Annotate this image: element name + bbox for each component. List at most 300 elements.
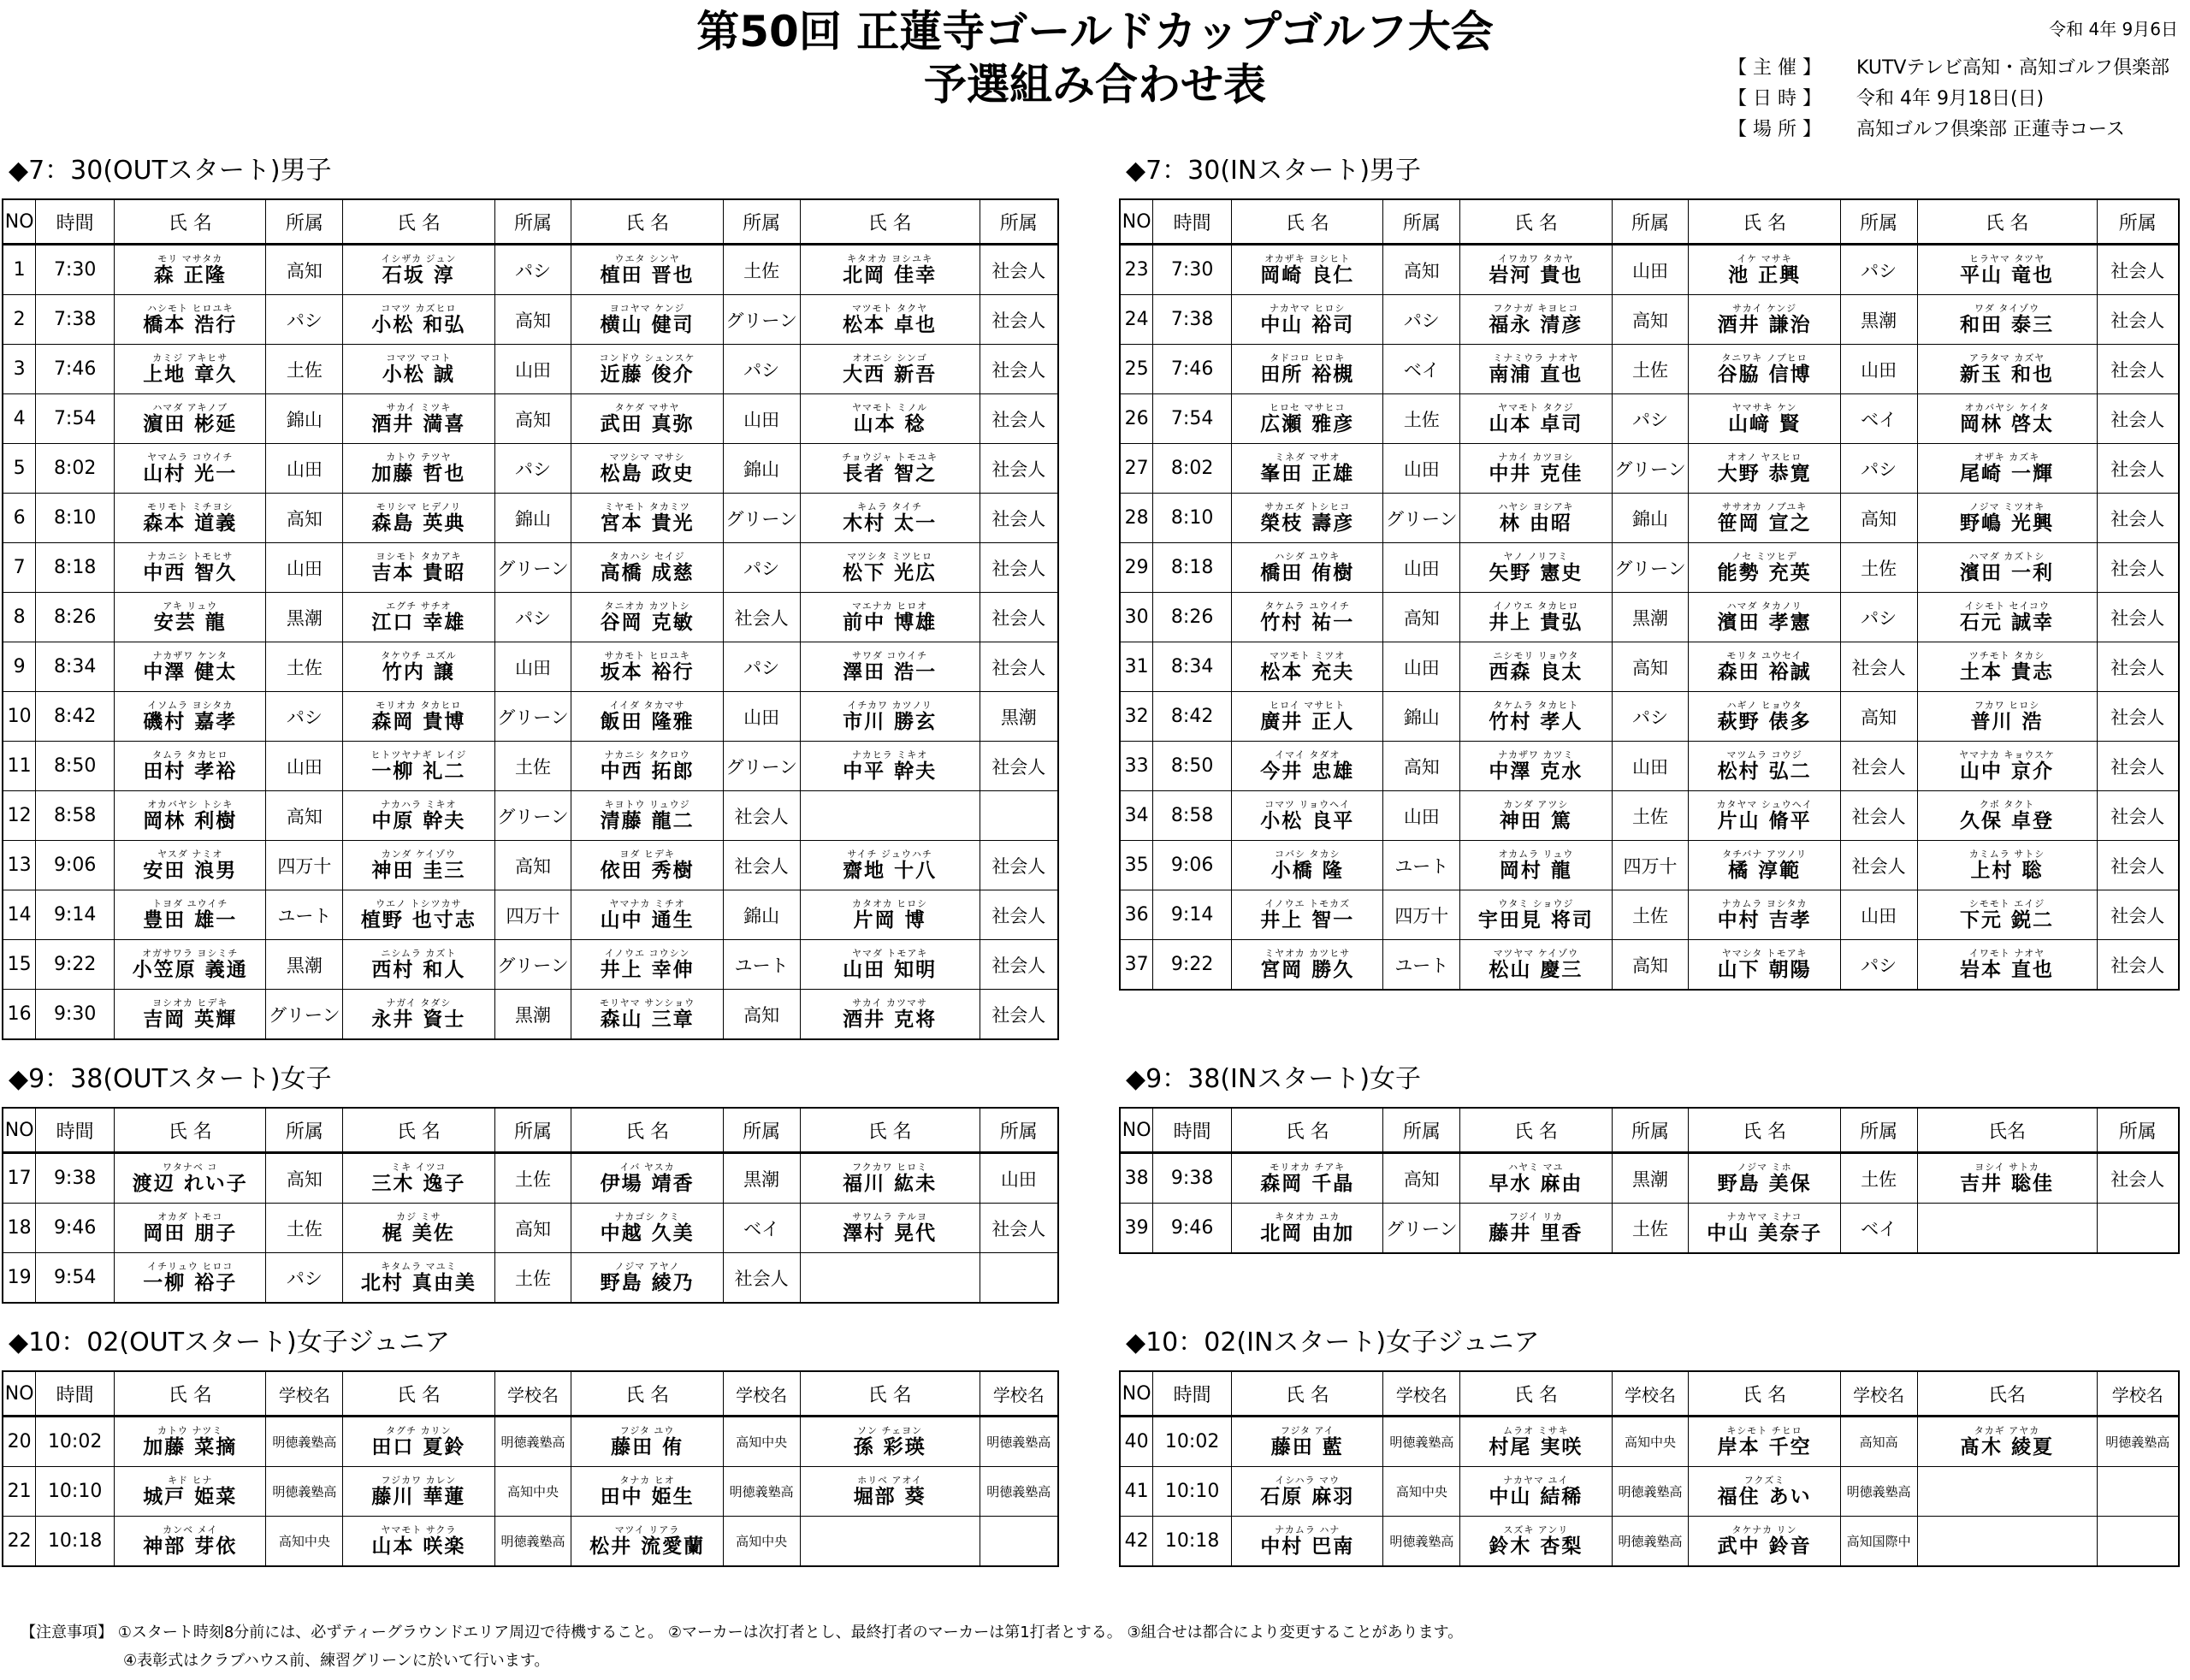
player-affiliation: ベイ	[1383, 345, 1460, 394]
player-name	[1489, 304, 1583, 335]
player-affiliation: 高知	[494, 394, 571, 444]
player-name	[601, 552, 695, 583]
player-kanji: 橘 淳範	[1728, 859, 1802, 882]
player-name-cell	[571, 642, 723, 692]
player-kana: ナカムラ ヨシタカ	[1721, 897, 1808, 909]
player-name-cell	[1689, 245, 1840, 295]
player-affiliation: 高知	[1840, 692, 1917, 742]
player-affiliation: 社会人	[2097, 295, 2179, 345]
player-kana: イワモト ナオヤ	[1968, 947, 2045, 959]
table-row	[3, 1204, 1058, 1253]
player-name	[1260, 304, 1354, 335]
tee-time: 9:06	[1153, 841, 1232, 890]
player-name-cell	[1689, 1517, 1840, 1567]
player-name	[371, 601, 465, 633]
player-name	[843, 502, 937, 534]
player-affiliation: 錦山	[1612, 494, 1689, 543]
player-name-cell	[800, 543, 980, 593]
player-name-cell	[115, 692, 266, 742]
column-header: NO	[3, 1371, 36, 1417]
table-men-in	[1119, 198, 2180, 991]
player-name	[143, 750, 237, 782]
tee-time: 9:54	[36, 1253, 115, 1304]
player-affiliation: 土佐	[1612, 791, 1689, 841]
player-affiliation: パシ	[1612, 394, 1689, 444]
player-affiliation: 社会人	[980, 940, 1058, 990]
player-name	[1718, 1426, 1812, 1458]
player-name	[1260, 353, 1354, 385]
group-number: 32	[1120, 692, 1153, 742]
player-affiliation: 錦山	[494, 494, 571, 543]
player-kanji: 森 正隆	[153, 263, 227, 287]
column-header: 氏 名	[1917, 199, 2097, 245]
player-kanji: 吉岡 英輝	[143, 1008, 238, 1031]
table-row	[3, 642, 1058, 692]
player-affiliation: 社会人	[980, 642, 1058, 692]
player-kanji: 大西 新吾	[843, 363, 938, 386]
player-affiliation: 高知	[266, 791, 343, 841]
player-name	[843, 1212, 937, 1244]
player-affiliation: 社会人	[2097, 642, 2179, 692]
player-kana: ヤノ ノリフミ	[1503, 550, 1569, 562]
group-number: 19	[3, 1253, 36, 1304]
group-number: 14	[3, 890, 36, 940]
tee-time: 9:38	[1153, 1153, 1232, 1204]
column-header: 所属	[980, 1108, 1058, 1153]
player-kana: マエナカ ヒロオ	[851, 600, 928, 612]
player-kana: ワタナベ コ	[163, 1161, 218, 1173]
player-name	[601, 800, 695, 831]
player-name-cell	[115, 543, 266, 593]
player-name	[1260, 1525, 1354, 1557]
player-kana: マツモト ミツオ	[1270, 649, 1346, 661]
player-affiliation: パシ	[1840, 444, 1917, 494]
player-kanji: 藤川 華蓮	[371, 1485, 466, 1508]
group-number: 8	[3, 593, 36, 642]
column-header: 氏 名	[1689, 1371, 1840, 1417]
player-kanji: 長者 智之	[843, 462, 938, 485]
group-number: 34	[1120, 791, 1153, 841]
table-row	[1120, 742, 2179, 791]
player-kana: ウエタ シンヤ	[614, 252, 680, 264]
player-kanji: 村尾 実咲	[1489, 1435, 1583, 1458]
player-kana: フジタ アイ	[1280, 1424, 1335, 1436]
player-kanji: 山﨑 賢	[1728, 412, 1802, 435]
player-name	[371, 453, 465, 484]
player-kana: ヒトツヤナギ レイジ	[370, 748, 467, 760]
player-kana: イケ マサキ	[1737, 252, 1792, 264]
player-affiliation	[980, 1253, 1058, 1304]
player-name-cell	[343, 990, 494, 1040]
info-row-datetime	[1728, 84, 2169, 115]
player-name	[1728, 254, 1801, 286]
player-name-cell	[800, 1253, 980, 1304]
player-kanji: 鈴木 杏梨	[1489, 1535, 1583, 1558]
player-name	[1960, 304, 2054, 335]
player-kanji: 植野 也寸志	[360, 908, 476, 932]
tee-time: 7:30	[1153, 245, 1232, 295]
player-kanji: 渡辺 れい子	[132, 1172, 248, 1195]
tee-time: 8:10	[36, 494, 115, 543]
player-name-cell	[571, 394, 723, 444]
player-affiliation: 明徳義塾高	[2097, 1417, 2179, 1467]
player-name-cell	[343, 444, 494, 494]
player-kana: シモモト エイジ	[1968, 897, 2045, 909]
player-name-cell	[1232, 394, 1383, 444]
player-kana: フクズミ	[1743, 1474, 1785, 1486]
page-title: 第50回 正蓮寺ゴールドカップゴルフ大会	[696, 7, 1494, 56]
player-name	[371, 849, 465, 881]
player-kana: マツモト タクヤ	[852, 302, 928, 314]
player-affiliation: 黒潮	[266, 593, 343, 642]
player-kanji: 岸本 千空	[1717, 1435, 1812, 1458]
player-kanji: 岡林 啓太	[1960, 412, 2055, 435]
player-affiliation: パシ	[1840, 593, 1917, 642]
header-row	[3, 199, 1058, 245]
column-header: 学校名	[980, 1371, 1058, 1417]
player-kana: ウタミ ショウジ	[1498, 897, 1574, 909]
player-name-cell	[1232, 841, 1383, 890]
player-kana: チョウジャ トモユキ	[842, 451, 938, 463]
player-name-cell	[1689, 841, 1840, 890]
player-affiliation: 社会人	[980, 742, 1058, 791]
player-name-cell	[1232, 890, 1383, 940]
player-name-cell	[1460, 1467, 1612, 1517]
player-kanji: 田口 夏鈴	[371, 1435, 466, 1458]
group-number: 10	[3, 692, 36, 742]
player-kana: タケムラ ユウイチ	[1264, 600, 1351, 612]
player-kana: サカモト ヒロユキ	[604, 649, 690, 661]
player-affiliation: 四万十	[494, 890, 571, 940]
player-kana: ソン チェヨン	[857, 1424, 923, 1436]
player-kanji: 中村 巴南	[1260, 1535, 1355, 1558]
player-kanji: 一柳 礼二	[371, 760, 466, 783]
player-kana: ノジマ ミツオキ	[1969, 500, 2045, 512]
player-kana: ナカゴシ クミ	[614, 1210, 680, 1222]
column-header: 所属	[494, 1108, 571, 1153]
player-kana: ヤマシタ トモアキ	[1721, 947, 1808, 959]
player-name-cell	[1460, 543, 1612, 593]
tee-time: 7:54	[36, 394, 115, 444]
player-name	[1960, 1426, 2054, 1458]
column-header: 時間	[1153, 1371, 1232, 1417]
player-kana: ヨシモト タカアキ	[376, 550, 462, 562]
player-kana: ササオカ ノブユキ	[1721, 500, 1808, 512]
player-affiliation: 社会人	[980, 543, 1058, 593]
player-affiliation: グリーン	[266, 990, 343, 1040]
player-kanji: 松本 卓也	[843, 313, 938, 336]
player-name	[371, 998, 465, 1030]
player-kanji: 中越 久美	[600, 1222, 695, 1245]
player-kana: ハギノ ヒョウタ	[1726, 699, 1802, 711]
player-name-cell	[343, 1153, 494, 1204]
player-name	[1960, 353, 2054, 385]
group-number: 36	[1120, 890, 1153, 940]
table-junior-in	[1119, 1370, 2180, 1567]
player-kana: キタオカ ユカ	[1275, 1210, 1341, 1222]
player-affiliation: 山田	[1383, 444, 1460, 494]
player-kanji: 広瀬 雅彦	[1260, 412, 1355, 435]
player-kanji: 南浦 直也	[1489, 363, 1583, 386]
player-name-cell	[571, 1204, 723, 1253]
group-number: 11	[3, 742, 36, 791]
column-header: 氏 名	[1689, 1108, 1840, 1153]
player-affiliation: 錦山	[266, 394, 343, 444]
player-name	[601, 651, 695, 683]
column-header: 氏 名	[115, 1108, 266, 1153]
player-kanji: 尾崎 一輝	[1960, 462, 2055, 485]
tee-time: 8:50	[36, 742, 115, 791]
tee-time: 8:10	[1153, 494, 1232, 543]
player-kana: フクカワ ヒロミ	[852, 1161, 928, 1173]
player-affiliation: 土佐	[723, 245, 800, 295]
player-kana: ミナミウラ ナオヤ	[1493, 352, 1579, 364]
player-kanji: 小松 誠	[382, 363, 455, 386]
player-name-cell	[1689, 345, 1840, 394]
player-name	[143, 849, 237, 881]
player-name	[1960, 403, 2054, 435]
player-affiliation: 社会人	[723, 593, 800, 642]
player-affiliation: 高知	[266, 245, 343, 295]
player-name-cell	[343, 593, 494, 642]
player-affiliation: 高知中央	[494, 1467, 571, 1517]
player-affiliation: 山田	[266, 543, 343, 593]
player-name-cell	[800, 940, 980, 990]
info-row-venue	[1728, 115, 2169, 145]
player-kanji: 松島 政史	[600, 462, 695, 485]
player-name-cell	[1460, 642, 1612, 692]
tee-time: 8:50	[1153, 742, 1232, 791]
player-affiliation: 高知高	[1840, 1417, 1917, 1467]
player-kana: クボ タクト	[1979, 798, 2035, 810]
player-name	[601, 254, 695, 286]
group-number: 12	[3, 791, 36, 841]
player-kanji: 小橋 隆	[1270, 859, 1344, 882]
player-kanji: 酒井 謙治	[1717, 313, 1812, 336]
player-kanji: 中西 拓郎	[600, 760, 695, 783]
player-kana: キヨトウ リュウジ	[604, 798, 690, 810]
player-name-cell	[1689, 692, 1840, 742]
player-kanji: 石原 麻羽	[1260, 1485, 1355, 1508]
player-kanji: 吉井 聡佳	[1960, 1172, 2055, 1195]
player-name-cell	[1917, 791, 2097, 841]
player-affiliation: 明徳義塾高	[1612, 1517, 1689, 1567]
column-header: 学校名	[1840, 1371, 1917, 1417]
player-affiliation	[2097, 1517, 2179, 1567]
player-kana: ヤマムラ コウイチ	[147, 451, 234, 463]
tee-time: 7:46	[36, 345, 115, 394]
section-title-junior-in: ◆10：02(INスタート)女子ジュニア	[1126, 1328, 1540, 1358]
column-header: 氏 名	[343, 199, 494, 245]
header-row	[1120, 1108, 2179, 1153]
player-affiliation	[980, 791, 1058, 841]
player-kana: カンダ ケイゾウ	[381, 848, 457, 860]
player-name-cell	[115, 1253, 266, 1304]
player-name	[1718, 750, 1812, 782]
group-number: 33	[1120, 742, 1153, 791]
tee-time: 8:26	[1153, 593, 1232, 642]
section-title-men-in: ◆7：30(INスタート)男子	[1126, 156, 1422, 186]
player-name-cell	[115, 890, 266, 940]
info-key: 【 場 所 】	[1728, 119, 1821, 140]
column-header: 所属	[1612, 199, 1689, 245]
player-name	[843, 254, 937, 286]
player-kanji: 加藤 哲也	[371, 462, 466, 485]
group-number: 41	[1120, 1467, 1153, 1517]
player-name	[1489, 1476, 1583, 1507]
player-kana: ムラオ ミサキ	[1503, 1424, 1569, 1436]
player-kanji: 今井 忠雄	[1260, 760, 1355, 783]
group-number: 2	[3, 295, 36, 345]
player-kanji: 髙木 綾夏	[1960, 1435, 2055, 1458]
player-affiliation: ユート	[1383, 940, 1460, 991]
player-name-cell	[1460, 742, 1612, 791]
player-kanji: 片岡 博	[853, 908, 926, 932]
player-kana: カミジ アキヒサ	[152, 352, 228, 364]
player-name-cell	[1689, 940, 1840, 991]
table-row	[1120, 394, 2179, 444]
table-row	[1120, 245, 2179, 295]
player-name	[1716, 800, 1812, 831]
player-kana: ヤマナカ ミチオ	[609, 897, 685, 909]
player-affiliation: 社会人	[723, 791, 800, 841]
player-name-cell	[1232, 1153, 1383, 1204]
player-name	[852, 899, 927, 931]
player-kana: ナカハラ ミキオ	[381, 798, 457, 810]
tee-time: 9:22	[1153, 940, 1232, 991]
column-header: 氏 名	[1232, 1108, 1383, 1153]
player-name-cell	[1917, 1153, 2097, 1204]
player-affiliation: 社会人	[2097, 444, 2179, 494]
player-name	[381, 254, 456, 286]
player-kanji: 永井 資士	[371, 1008, 466, 1031]
column-header: 氏名	[1917, 1108, 2097, 1153]
tee-time: 8:42	[36, 692, 115, 742]
player-name	[1718, 601, 1812, 633]
table-row	[3, 1153, 1058, 1204]
player-affiliation	[980, 1517, 1058, 1567]
player-kanji: 橋田 侑樹	[1260, 561, 1355, 584]
player-kanji: 久保 卓登	[1960, 809, 2055, 832]
player-kana: サカイ ミツキ	[386, 401, 452, 413]
player-affiliation: 高知	[1383, 742, 1460, 791]
player-kanji: 澤村 晃代	[843, 1222, 938, 1245]
player-affiliation: 高知中央	[723, 1517, 800, 1567]
player-name	[1260, 552, 1354, 583]
player-kanji: 北村 真由美	[360, 1271, 476, 1294]
column-header: 時間	[1153, 199, 1232, 245]
player-name	[143, 1212, 237, 1244]
player-name-cell	[1917, 841, 2097, 890]
player-affiliation: パシ	[1383, 295, 1460, 345]
player-name-cell	[115, 791, 266, 841]
notes-line: ④表彰式はクラブハウス前、練習グリーンに於いて行います。	[123, 1652, 550, 1670]
player-kanji: 孫 彩瑛	[853, 1435, 926, 1458]
player-kanji: 田中 姫生	[600, 1485, 695, 1508]
player-name	[1960, 453, 2054, 484]
player-name-cell	[343, 890, 494, 940]
player-affiliation: 高知	[494, 841, 571, 890]
player-kanji: 和田 泰三	[1960, 313, 2055, 336]
player-kana: フクナガ キヨヒコ	[1493, 302, 1579, 314]
player-kana: ハヤミ マユ	[1508, 1161, 1564, 1173]
player-name	[143, 552, 237, 583]
group-number: 23	[1120, 245, 1153, 295]
player-name-cell	[1232, 494, 1383, 543]
player-name	[1960, 899, 2054, 931]
player-kana: イチカワ カツノリ	[847, 699, 932, 711]
player-kanji: 横山 健司	[600, 313, 695, 336]
player-name-cell	[1917, 1517, 2097, 1567]
player-kana: ミヤモト タカミツ	[604, 500, 690, 512]
player-affiliation: 黒潮	[980, 692, 1058, 742]
tee-time: 7:46	[1153, 345, 1232, 394]
player-name-cell	[800, 990, 980, 1040]
player-name-cell	[571, 940, 723, 990]
player-kanji: 武田 真弥	[600, 412, 695, 435]
tee-time: 10:18	[1153, 1517, 1232, 1567]
player-affiliation: 高知	[1383, 593, 1460, 642]
group-number: 28	[1120, 494, 1153, 543]
player-kanji: 加藤 菜摘	[143, 1435, 238, 1458]
player-affiliation	[2097, 1467, 2179, 1517]
player-kana: カンベ メイ	[163, 1523, 218, 1535]
player-affiliation: 錦山	[1383, 692, 1460, 742]
tee-time: 7:38	[36, 295, 115, 345]
player-name-cell	[800, 1204, 980, 1253]
player-affiliation: 高知	[494, 295, 571, 345]
player-affiliation: 社会人	[980, 345, 1058, 394]
player-name-cell	[571, 1153, 723, 1204]
header-row	[3, 1108, 1058, 1153]
player-kana: イノウエ トモカズ	[1264, 897, 1351, 909]
player-kana: フジカワ カレン	[381, 1474, 457, 1486]
player-name-cell	[1460, 940, 1612, 991]
player-name	[1722, 849, 1807, 881]
player-name	[143, 1476, 237, 1507]
player-kana: イノウエ タカヒロ	[1493, 600, 1579, 612]
player-kana: タケウチ ユズル	[381, 649, 457, 661]
player-affiliation: 高知	[266, 494, 343, 543]
player-kanji: 土本 貴志	[1960, 660, 2055, 683]
player-affiliation: パシ	[723, 642, 800, 692]
player-name-cell	[800, 494, 980, 543]
player-affiliation	[2097, 1204, 2179, 1254]
player-kana: ヤマモト ミノル	[852, 401, 928, 413]
player-name-cell	[1232, 791, 1383, 841]
player-affiliation: 社会人	[1840, 791, 1917, 841]
player-kanji: 中澤 健太	[143, 660, 238, 683]
player-affiliation: 土佐	[1383, 394, 1460, 444]
player-name-cell	[571, 543, 723, 593]
player-kanji: 竹村 孝人	[1489, 710, 1583, 733]
group-number: 24	[1120, 295, 1153, 345]
player-name-cell	[343, 245, 494, 295]
group-number: 15	[3, 940, 36, 990]
table-row	[1120, 692, 2179, 742]
player-name-cell	[1460, 394, 1612, 444]
table-row	[1120, 345, 2179, 394]
player-kanji: 早水 麻由	[1489, 1172, 1583, 1195]
player-name	[371, 701, 465, 732]
column-header: 学校名	[723, 1371, 800, 1417]
player-name	[143, 1262, 237, 1293]
table-row	[3, 791, 1058, 841]
player-affiliation: 高知	[1612, 295, 1689, 345]
player-affiliation: グリーン	[1383, 494, 1460, 543]
player-name-cell	[1917, 1417, 2097, 1467]
player-name-cell	[1232, 940, 1383, 991]
